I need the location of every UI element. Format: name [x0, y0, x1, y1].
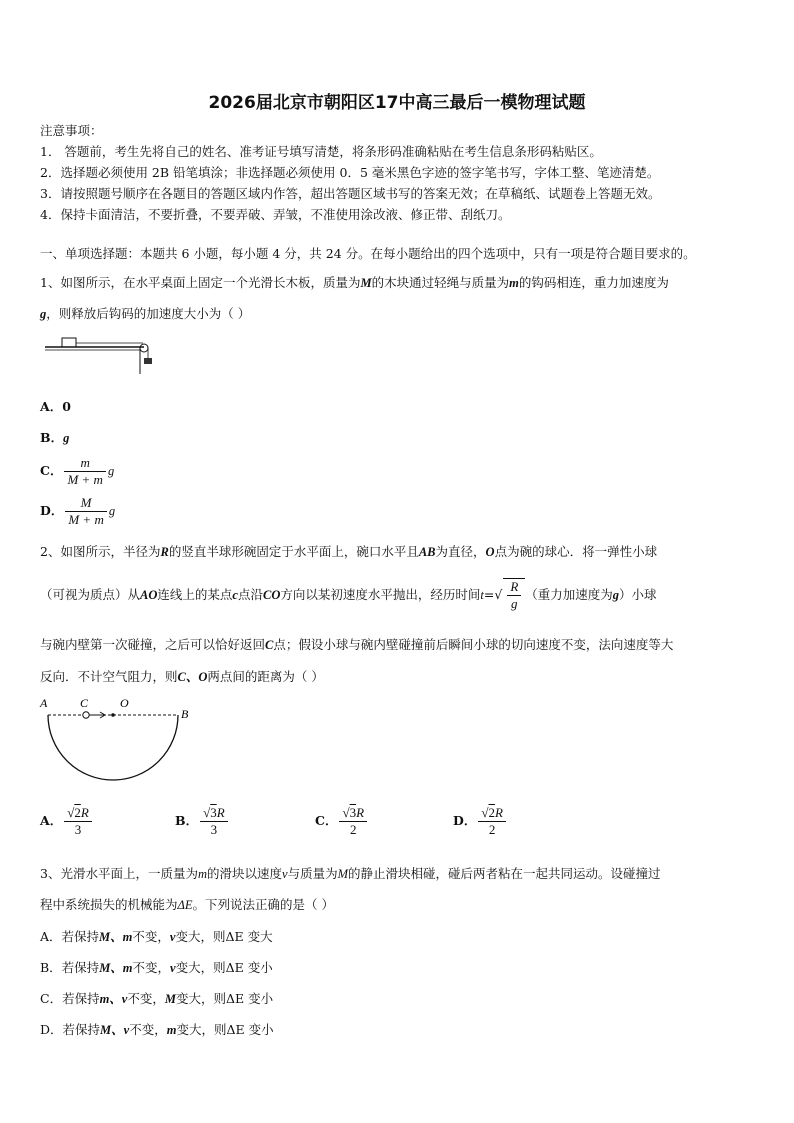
notice-item-4: 4．保持卡面清洁，不要折叠，不要弄破、弄皱，不准使用涂改液、修正带、刮纸刀。 — [40, 207, 511, 222]
q2-figure-hemisphere-bowl — [38, 696, 198, 791]
q3-stem-line2: 程中系统损失的机械能为ΔE。下列说法正确的是（ ） — [40, 897, 334, 912]
q1-figure-table-pulley — [40, 334, 160, 379]
notice-item-2: 2．选择题必须使用 2B 铅笔填涂；非选择题必须使用 0．5 毫米黑色字迹的签字笔书写，字体工整、笔迹清楚。 — [40, 165, 660, 180]
q2-option-a: A． $\frac{√2R}{3}$ — [40, 805, 94, 838]
q2-stem-line3: 与碗内壁第一次碰撞，之后可以恰好返回C点；假设小球与碗内壁碰撞前后瞬间小球的切向速度不变，法向速度等大 — [40, 637, 674, 652]
q2-option-b: B． $\frac{√3R}{3}$ — [175, 805, 230, 838]
q2-stem-line1: 2、如图所示，半径为R的竖直半球形碗固定于水平面上，碗口水平且AB为直径，O点为碗的球心．将一弹性小球 — [40, 544, 658, 559]
q1-option-b: B．g — [40, 430, 70, 445]
section-heading: 一、单项选择题：本题共 6 小题，每小题 4 分，共 24 分。在每小题给出的四个选项中，只有一项是符合题目要求的。 — [40, 246, 696, 261]
bowl-arc — [48, 715, 178, 780]
q2-option-c: C． $\frac{√3R}{2}$ — [315, 805, 369, 838]
label-O: O — [120, 696, 129, 710]
pulley — [140, 344, 148, 352]
wood-block — [62, 338, 76, 347]
q3-option-a: A．若保持M、m不变，v变大，则ΔE 变大 — [40, 929, 273, 944]
page-title: 2026届北京市朝阳区17中高三最后一模物理试题 — [208, 93, 586, 113]
q1-option-d: D． $\frac{M}{M + m}$ g — [40, 495, 116, 527]
q1-option-c: C． $\frac{m}{M + m}$ g — [40, 455, 115, 487]
q3-option-d: D．若保持M、v不变，m变大，则ΔE 变小 — [40, 1022, 274, 1037]
label-B: B — [181, 707, 189, 721]
label-C: C — [80, 696, 89, 710]
q1-stem-line1: 1、如图所示，在水平桌面上固定一个光滑长木板，质量为M的木块通过轻绳与质量为m的钩码相连，重力加速度为 — [40, 275, 669, 290]
q1-option-a: A．0 — [40, 399, 71, 414]
notice-item-1: 1． 答题前，考生先将自己的姓名、准考证号填写清楚，将条形码准确粘贴在考生信息条形码粘贴区。 — [40, 144, 602, 159]
label-A: A — [40, 696, 48, 710]
notice-item-3: 3．请按照题号顺序在各题目的答题区域内作答，超出答题区域书写的答案无效；在草稿纸、试题卷上答题无效。 — [40, 186, 661, 201]
notice-heading: 注意事项： — [40, 123, 103, 138]
velocity-arrow — [90, 712, 105, 718]
ball-C — [83, 712, 89, 718]
q3-option-c: C．若保持m、v不变，M变大，则ΔE 变小 — [40, 991, 274, 1006]
q3-option-b: B．若保持M、m不变，v变大，则ΔE 变小 — [40, 960, 273, 975]
q3-stem-line1: 3、光滑水平面上，一质量为m的滑块以速度v与质量为M的静止滑块相碰，碰后两者粘在一起共同运动。设碰撞过 — [40, 866, 661, 881]
q2-stem-line4: 反向．不计空气阻力，则C、O两点间的距离为（ ） — [40, 669, 324, 684]
hook-weight — [144, 358, 152, 364]
q1-stem-line2: g，则释放后钩码的加速度大小为（ ） — [40, 306, 251, 321]
center-O — [111, 713, 115, 717]
q2-option-d: D． $\frac{√2R}{2}$ — [453, 805, 508, 838]
q2-stem-line2: （可视为质点）从AO连线上的某点c点沿CO方向以某初速度水平抛出，经历时间t=√ $\frac{R}{g}$ （重力加速度为g）小球 — [40, 579, 657, 611]
